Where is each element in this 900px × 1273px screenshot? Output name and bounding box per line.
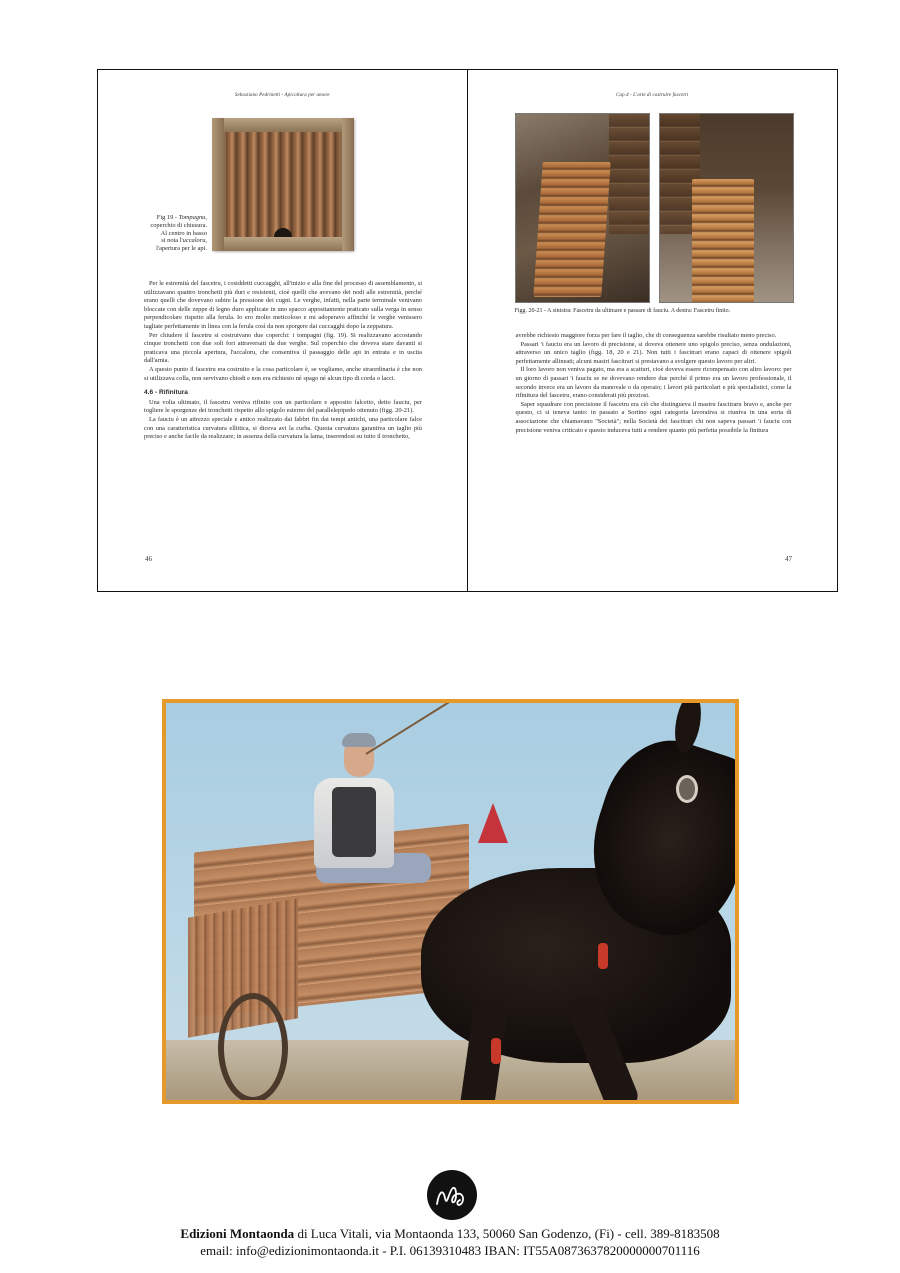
book-spread <box>97 69 838 592</box>
whip <box>365 699 464 755</box>
cart-wheel <box>218 993 288 1103</box>
blinker <box>676 775 698 803</box>
publisher-line: Edizioni Montaonda di Luca Vitali, via Montaonda 133, 50060 San Godenzo, (Fi) - cell. 389-8183508 <box>180 1226 720 1241</box>
paragraph: avrebbe richiesto maggiore forza per fare il taglio, che di conseguenza sarebbe risultato meno preciso. <box>515 332 777 339</box>
paragraph: Passari 'i fauciu era un lavoro di precisione, si doveva ottenere uno spigolo preciso, senza ondulazioni, attraverso un unico taglio (figg. 18, 20 e 21). Non tutti i fascitrari erano capaci di ottenere spigoli perfettamente allineati; alcuni mastri fascitrari si prestavano a svolgere questo lavoro per altri. <box>515 340 792 365</box>
paragraph: Per le estremità del fascetru, i cosiddetti cuccagghi, all'inizio e alla fine del processo di assemblamento, si utilizzavano quattro tronchetti più duri e resistenti, cioè quelli che avevano dei nodi alle estremità, perché erano quelli che dovevano subire la pressione dei cugni. Le verghe, infatti, nella parte terminale venivano bloccate con delle zeppe di legno duro applicate in uno spacco appositamente praticato sulla verga in senso perpendicolare rispetto alla ferula. Io ero molto meticoloso e mi adoperavo affinché le verghe venissero tagliate perfettamente in linea con la ferula così da non sporgere dai cuccagghi dopo la zeppatura. <box>144 280 422 330</box>
left-page-number: 46 <box>145 555 152 563</box>
publisher-name: Edizioni Montaonda <box>180 1226 295 1241</box>
right-running-head: Cap.4 - L'arte di costruire fascetri <box>616 93 689 98</box>
figure-19-caption: Fig 19 - Tompagnu, coperchio di chiusura. Al centro in basso si nota l'uccaloru, l'apertura per le api. <box>150 214 207 253</box>
donkey-cart-photo <box>162 699 739 1104</box>
right-page-number: 47 <box>785 555 792 563</box>
paragraph: Il loro lavoro non veniva pagato, ma era a scatturi, cioè doveva essere ricompensato con altro lavoro: per un giorno di passari 'i fauciu se ne dovevano rendere due perché il primo era un lavoro professionale, il secondo invece era un lavoro da manovale o da operaio; i lavori più particolari e più specialistici, come la rifinitura del fascetru, erano considerati più preziosi. <box>515 366 792 400</box>
fascetru-finished-photo <box>659 113 794 303</box>
paragraph: La fauciu è un attrezzo speciale e antico realizzato dai fabbri fin dai tempi antichi, una particolare falce con una caratteristica curvatura ellittica, si diceva avi la curba. Questa curvatura garantiva un taglio più preciso e anche facile da realizzare; in assenza della curvatura la lama, inserendosi su tutto il tronchetto, <box>144 415 422 441</box>
right-page <box>468 70 838 591</box>
hive-stack <box>692 179 754 303</box>
montaonda-logo-icon <box>427 1170 477 1220</box>
paragraph: Una volta ultimato, il fascetru veniva rifinito con un particolare e apposito falcetto, detto fauciu, per togliere le sporgenze dei tronchetti rispetto allo spigolo esterno del parallelepipedo ottenuto (figg. 20-21). <box>144 398 422 415</box>
paragraph: A questo punto il fascetru era costruito e la cosa particolare è, se vogliamo, anche straordinaria è che non si utilizzava colla, non servivano chiodi e non era richiesto né spago né alcun tipo di corda o lacci. <box>144 365 422 382</box>
red-plume <box>478 803 508 843</box>
paragraph: Per chiudere il fascetru si costruivano due coperchi: i tompagni (fig. 19). Si realizzavano accostando cinque tronchetti con due soli fori attraversati da due verghe. Sul coperchio che doveva stare davanti si praticava una piccola apertura, l'uccaloru, che consentiva il passaggio delle api in entrata e in uscita dall'arnia. <box>144 331 422 365</box>
left-page <box>98 70 468 591</box>
tompagnu-photo <box>212 118 354 251</box>
figure-20-21-caption: Figg. 20-21 - A sinistra: Fascetru da ultimare e passare di fauciu. A destra: Fascetru finito. <box>514 308 731 314</box>
paragraph: Saper squadrare con precisione il fascetru era ciò che distingueva il mastru fascitraru bravo e, anche per questo, ci si teneva tanto: in passato a Sortino ogni categoria lavorativa si riuniva in una sorta di associazione che chiamavano "Società"; nella Società dei fascitrari chi non sapeva passari 'i fauciu con precisione veniva criticato e questo induceva tutti a rendere quanto più perfetta possibile la finitura <box>515 400 792 434</box>
contact-line: email: info@edizionimontaonda.it - P.I. 06139310483 IBAN: IT55A0873637820000000701116 <box>200 1243 700 1258</box>
left-running-head: Sebastiano Pedrinetti - Apicoltura per amore <box>234 93 330 98</box>
hive-stack <box>533 162 610 297</box>
section-heading: 4.6 - Rifinitura <box>144 389 188 397</box>
left-body-text <box>144 280 422 442</box>
fascetru-unfinished-photo <box>515 113 650 303</box>
right-body-text <box>516 332 792 435</box>
